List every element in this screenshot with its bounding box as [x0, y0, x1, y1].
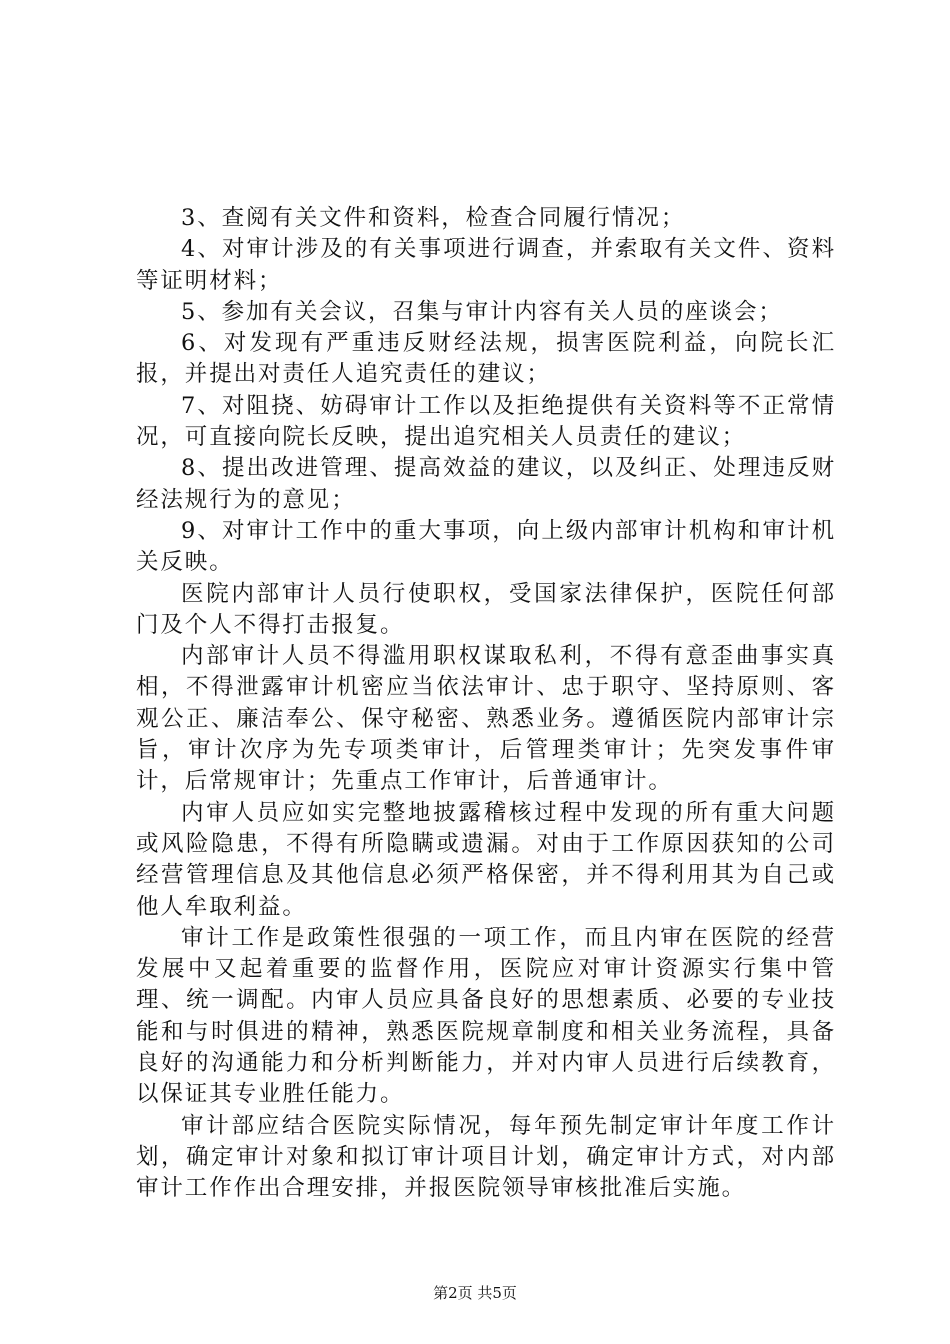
paragraph-item-8: 8、提出改进管理、提高效益的建议，以及纠正、处理违反财经法规行为的意见； [136, 455, 836, 513]
paragraph-item-4: 4、对审计涉及的有关事项进行调查，并索取有关文件、资料等证明材料； [136, 236, 836, 294]
page-number-footer: 第2页 共5页 [433, 1284, 517, 1302]
paragraph-legal-protection: 医院内部审计人员行使职权，受国家法律保护，医院任何部门及个人不得打击报复。 [136, 580, 836, 638]
paragraph-item-3: 3、查阅有关文件和资料，检查合同履行情况； [181, 205, 686, 231]
paragraph-disclosure: 内审人员应如实完整地披露稽核过程中发现的所有重大问题或风险隐患，不得有所隐瞒或遗漏。对由于工作原因获知的公司经营管理信息及其他信息必须严格保密，并不得利用其为自己或他人牟取利益。 [136, 799, 836, 920]
paragraph-item-9: 9、对审计工作中的重大事项，向上级内部审计机构和审计机关反映。 [136, 517, 836, 576]
paragraph-audit-order: 内部审计人员不得滥用职权谋取私利，不得有意歪曲事实真相，不得泄露审计机密应当依法审计、忠于职守、坚持原则、客观公正、廉洁奉公、保守秘密、熟悉业务。遵循医院内部审计宗旨，审计次序为先专项类审计，后管理类审计；先突发事件审计，后常规审计；先重点工作审计，后普通审计。 [136, 643, 836, 795]
paragraph-annual-plan: 审计部应结合医院实际情况，每年预先制定审计年度工作计划，确定审计对象和拟订审计项目计划，确定审计方式，对内部审计工作作出合理安排，并报医院领导审核批准后实施。 [136, 1112, 836, 1202]
paragraph-item-6: 6、对发现有严重违反财经法规，损害医院利益，向院长汇报，并提出对责任人追究责任的建议； [136, 330, 836, 388]
document-body [136, 203, 836, 1205]
paragraph-audit-resources: 审计工作是政策性很强的一项工作，而且内审在医院的经营发展中又起着重要的监督作用，医院应对审计资源实行集中管理、统一调配。内审人员应具备良好的思想素质、必要的专业技能和与时俱进的精神，熟悉医院规章制度和相关业务流程，具备良好的沟通能力和分析判断能力，并对内审人员进行后续教育，以保证其专业胜任能力。 [136, 924, 836, 1108]
paragraph-item-7: 7、对阻挠、妨碍审计工作以及拒绝提供有关资料等不正常情况，可直接向院长反映，提出追究相关人员责任的建议； [136, 392, 836, 451]
paragraph-item-5: 5、参加有关会议，召集与审计内容有关人员的座谈会； [181, 298, 783, 325]
